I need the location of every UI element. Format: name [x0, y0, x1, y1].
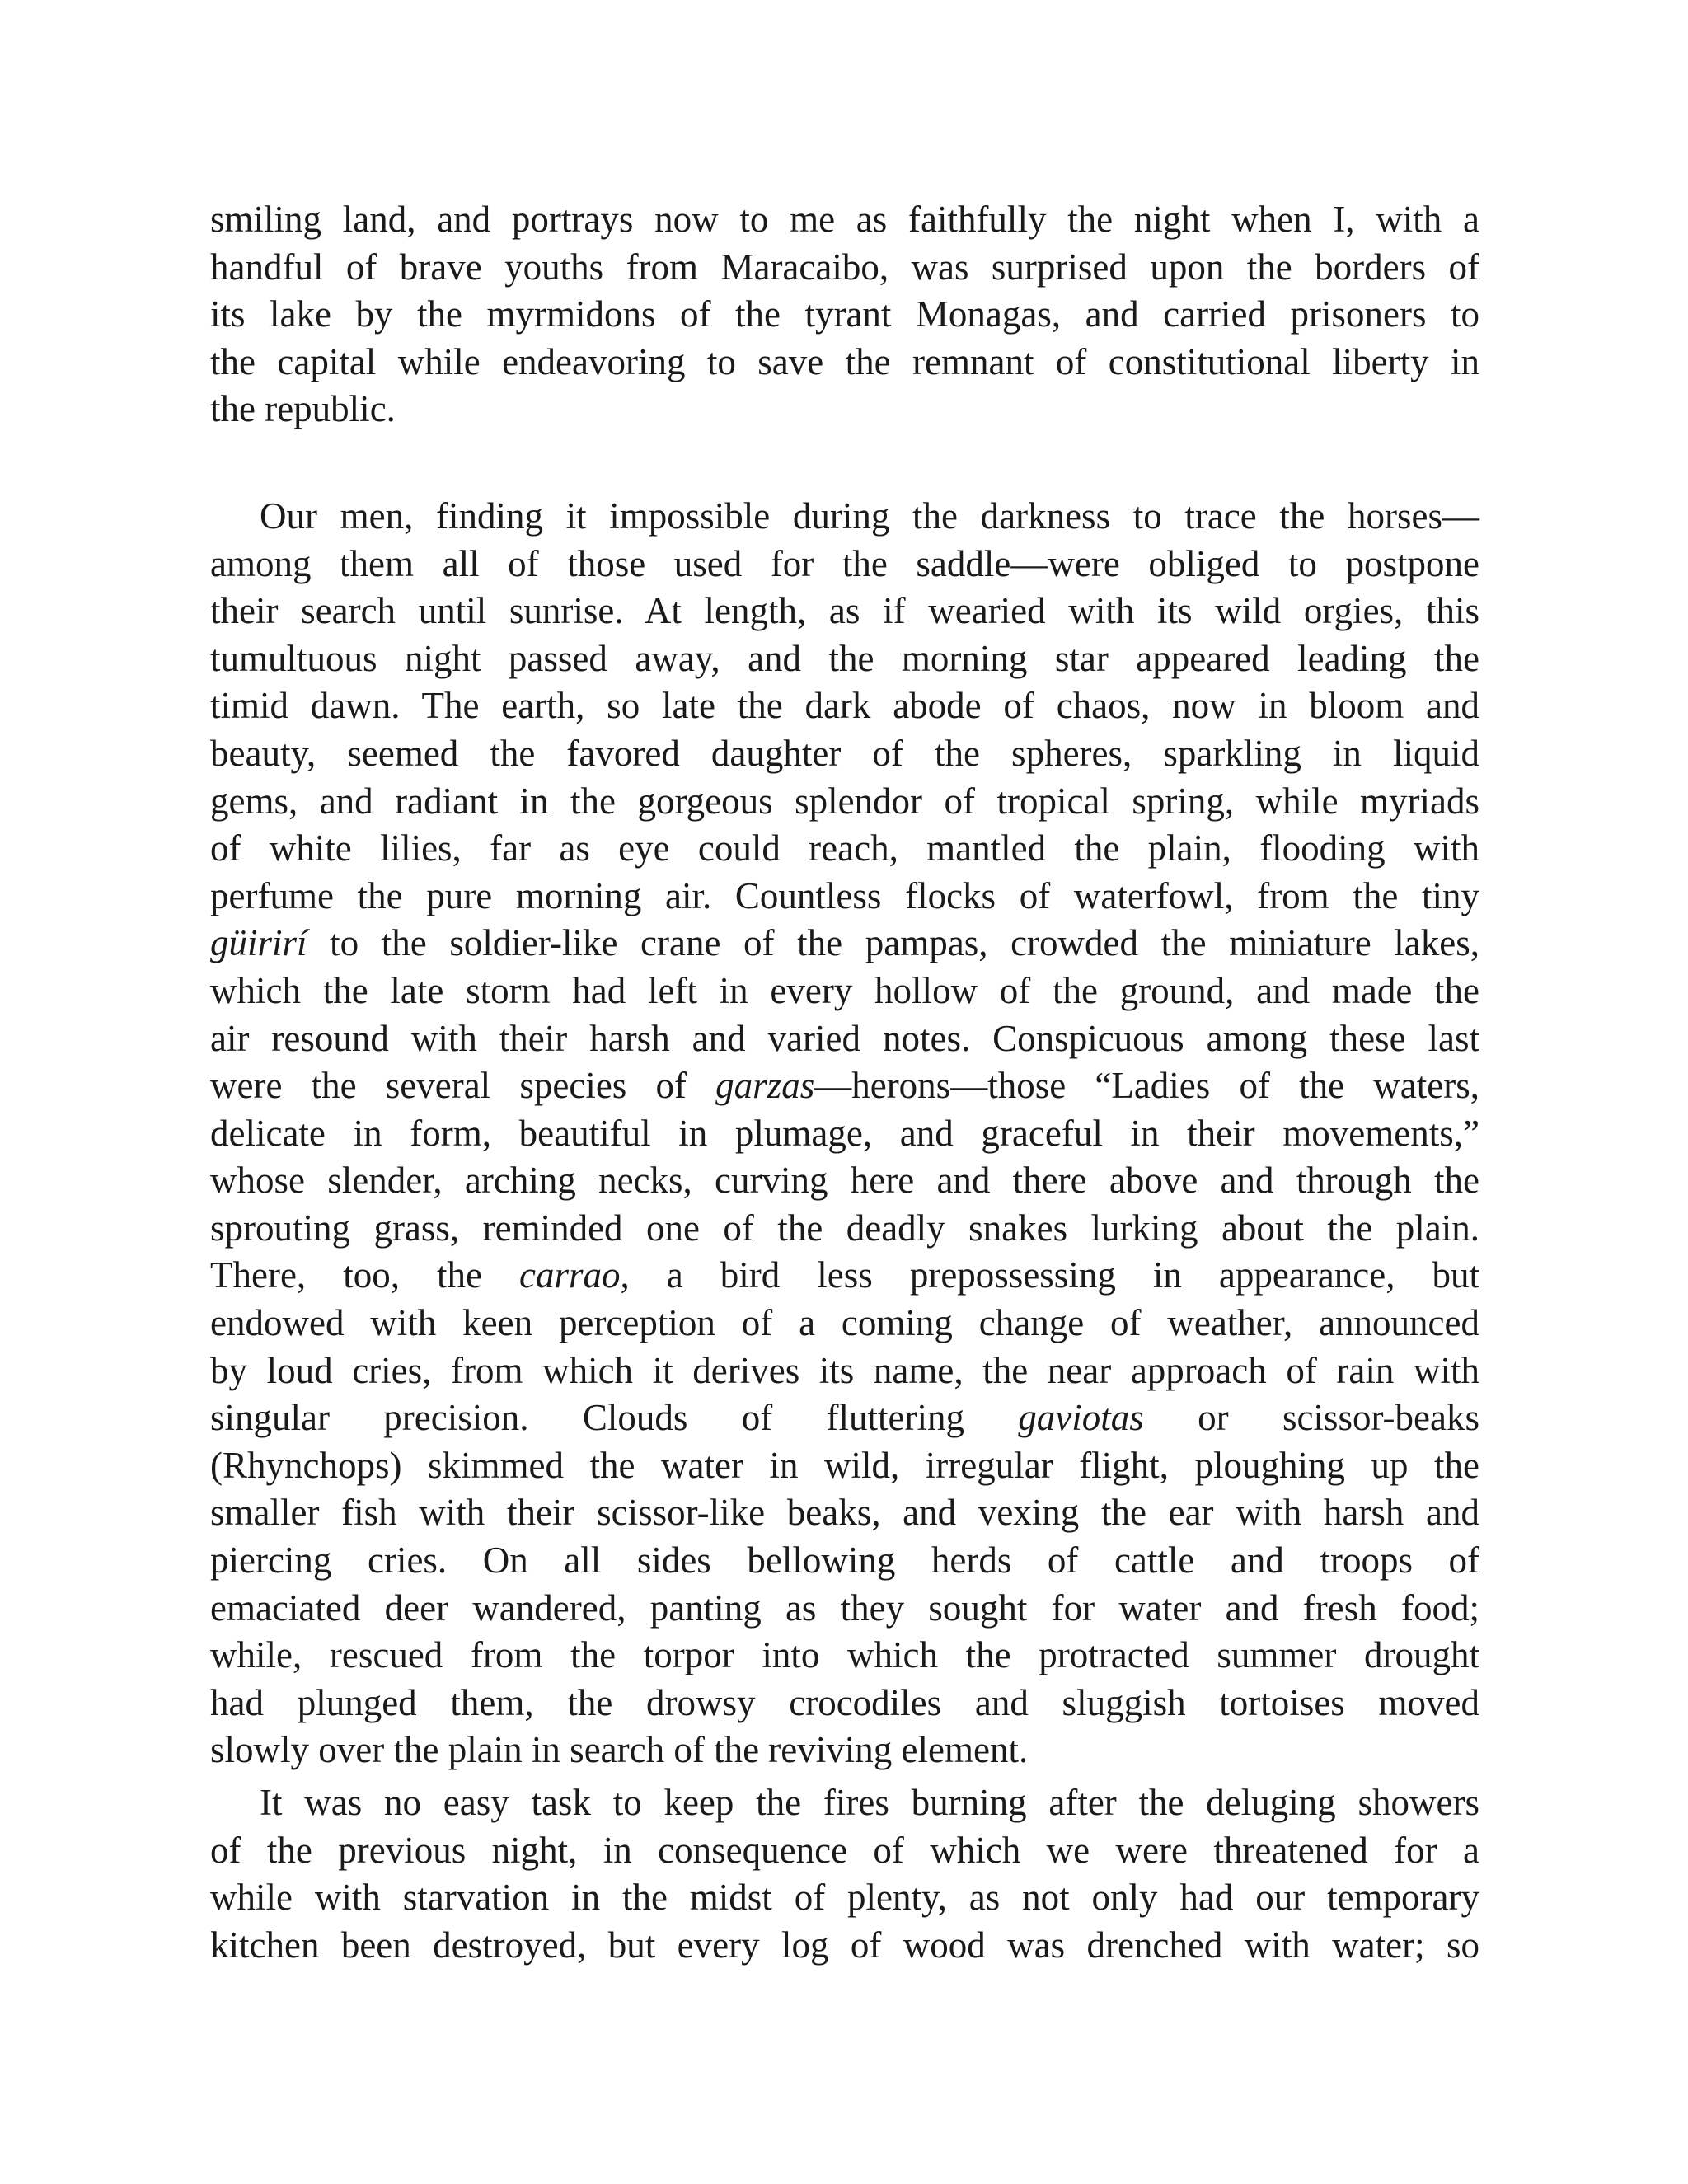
text-line: handful of brave youths from Maracaibo, was surprised upon the borders of [210, 246, 1479, 288]
text-line: of white lilies, far as eye could reach, mantled the plain, flooding with [210, 827, 1479, 869]
text-line: of the previous night, in consequence of which we were threatened for a [210, 1829, 1479, 1871]
text-line: by loud cries, from which it derives its name, the near approach of rain with [210, 1349, 1479, 1391]
text-line: perfume the pure morning air. Countless flocks of waterfowl, from the tiny [210, 874, 1479, 916]
italic-term: gaviotas [1018, 1397, 1144, 1439]
text-line: their search until sunrise. At length, as if wearied with its wild orgies, this [210, 590, 1479, 632]
text-line: endowed with keen perception of a coming change of weather, announced [210, 1302, 1479, 1344]
paragraph-gap [210, 434, 1479, 493]
text-line: had plunged them, the drowsy crocodiles and sluggish tortoises moved [210, 1681, 1479, 1723]
text-line: slowly over the plain in search of the reviving element. [210, 1729, 1029, 1771]
text-line [210, 1394, 1479, 1442]
text-run: singular precision. Clouds of fluttering [210, 1397, 1019, 1439]
text-line: its lake by the myrmidons of the tyrant Monagas, and carried prisoners to [210, 293, 1479, 335]
text-line: sprouting grass, reminded one of the deadly snakes lurking about the plain. [210, 1207, 1479, 1249]
text-line: air resound with their harsh and varied notes. Conspicuous among these last [210, 1017, 1479, 1059]
book-page [210, 196, 1479, 1969]
text-line: beauty, seemed the favored daughter of the spheres, sparkling in liquid [210, 732, 1479, 774]
text-line: which the late storm had left in every hollow of the ground, and made the [210, 969, 1479, 1011]
text-line: emaciated deer wandered, panting as they sought for water and fresh food; [210, 1586, 1479, 1629]
text-run: There, too, the [210, 1254, 519, 1296]
text-line: It was no easy task to keep the fires burning after the deluging showers [260, 1782, 1479, 1823]
text-line: among them all of those used for the saddle—were obliged to postpone [210, 542, 1479, 584]
text-run: or scissor-beaks [1143, 1397, 1479, 1439]
text-line: (Rhynchops) skimmed the water in wild, irregular flight, ploughing up the [210, 1444, 1479, 1486]
text-line: while with starvation in the midst of plenty, as not only had our temporary [210, 1877, 1479, 1919]
text-line: the republic. [210, 388, 396, 430]
italic-term: garzas [715, 1065, 815, 1107]
italic-term: carrao [519, 1254, 621, 1296]
text-line: smaller fish with their scissor-like beaks, and vexing the ear with harsh and [210, 1492, 1479, 1534]
text-line: tumultuous night passed away, and the morning star appeared leading the [210, 637, 1479, 679]
paragraph-2 [210, 493, 1479, 1774]
italic-term: güirirí [210, 922, 307, 964]
text-line: while, rescued from the torpor into which the protracted summer drought [210, 1634, 1479, 1676]
text-run: to the soldier-like crane of the pampas, crowded the miniature lakes, [307, 922, 1479, 964]
text-line [210, 920, 1479, 968]
text-line: gems, and radiant in the gorgeous splendor of tropical spring, while myriads [210, 780, 1479, 822]
text-run: , a bird less prepossessing in appearance, but [620, 1254, 1479, 1296]
text-line: piercing cries. On all sides bellowing herds of cattle and troops of [210, 1540, 1479, 1582]
text-line: whose slender, arching necks, curving here and there above and through the [210, 1160, 1479, 1202]
text-line: timid dawn. The earth, so late the dark abode of chaos, now in bloom and [210, 685, 1479, 727]
text-line: smiling land, and portrays now to me as faithfully the night when I, with a [210, 199, 1479, 240]
text-run: were the several species of [210, 1065, 716, 1107]
text-line: kitchen been destroyed, but every log of wood was drenched with water; so [210, 1924, 1479, 1966]
text-line: Our men, finding it impossible during the darkness to trace the horses— [260, 494, 1479, 537]
text-line: the capital while endeavoring to save the remnant of constitutional liberty in [210, 340, 1479, 382]
text-line [210, 1252, 1479, 1300]
paragraph-3 [210, 1779, 1479, 1969]
paragraph-1 [210, 196, 1479, 434]
text-line: delicate in form, beautiful in plumage, and graceful in their movements,” [210, 1112, 1479, 1154]
text-line [210, 1062, 1479, 1110]
text-run: —herons—those “Ladies of the waters, [814, 1065, 1479, 1107]
